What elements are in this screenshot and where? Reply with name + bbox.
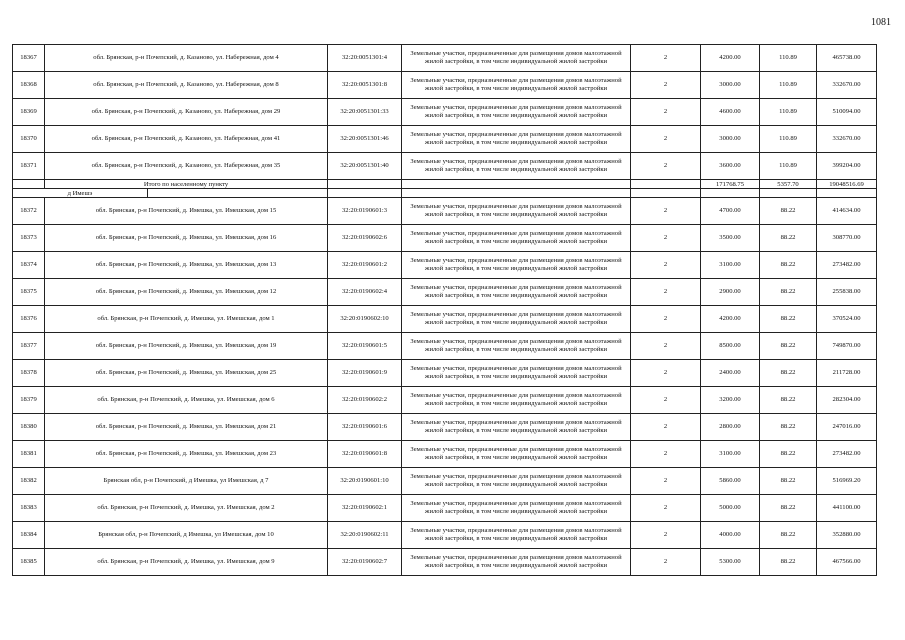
specific-value: 110.89 <box>760 153 817 180</box>
land-area: 4000.00 <box>701 522 760 549</box>
empty-cell <box>760 189 817 198</box>
row-number: 18375 <box>13 279 45 306</box>
address-cell: Брянская обл, р-н Почепский, д Имешка, ул Имешская, дом 10 <box>45 522 328 549</box>
page-number: 1081 <box>871 17 891 28</box>
cadastral-number: 32:20:0051301:46 <box>328 126 402 153</box>
cadastral-number: 32:20:0051301:4 <box>328 45 402 72</box>
land-area: 4700.00 <box>701 198 760 225</box>
row-number: 18373 <box>13 225 45 252</box>
specific-value: 88.22 <box>760 414 817 441</box>
row-number: 18376 <box>13 306 45 333</box>
cadastral-value: 255838.00 <box>817 279 877 306</box>
land-category: Земельные участки, предназначенные для размещения домов малоэтажной жилой застройки, в том числе индивидуальной жилой застройки <box>402 126 631 153</box>
table-row <box>13 252 877 279</box>
land-area: 4200.00 <box>701 45 760 72</box>
address-cell: обл. Брянская, р-н Почепский, д. Имешка, ул. Имешская, дом 12 <box>45 279 328 306</box>
cadastral-number: 32:20:0190602:4 <box>328 279 402 306</box>
table-row <box>13 126 877 153</box>
address-cell: обл. Брянская, р-н Почепский, д. Имешка, ул. Имешская, дом 2 <box>45 495 328 522</box>
land-area: 4600.00 <box>701 99 760 126</box>
land-area: 5860.00 <box>701 468 760 495</box>
zone-group: 2 <box>631 441 701 468</box>
row-number: 18371 <box>13 153 45 180</box>
land-category: Земельные участки, предназначенные для размещения домов малоэтажной жилой застройки, в том числе индивидуальной жилой застройки <box>402 522 631 549</box>
cadastral-number: 32:20:0051301:40 <box>328 153 402 180</box>
land-category: Земельные участки, предназначенные для размещения домов малоэтажной жилой застройки, в том числе индивидуальной жилой застройки <box>402 441 631 468</box>
zone-group: 2 <box>631 468 701 495</box>
row-number: 18381 <box>13 441 45 468</box>
zone-group: 2 <box>631 414 701 441</box>
land-area: 3500.00 <box>701 225 760 252</box>
table-row <box>13 198 877 225</box>
address-cell: обл. Брянская, р-н Почепский, д. Имешка, ул. Имешская, дом 23 <box>45 441 328 468</box>
specific-value: 88.22 <box>760 252 817 279</box>
empty-cell <box>148 189 328 198</box>
zone-group: 2 <box>631 360 701 387</box>
land-registry-table <box>12 44 877 576</box>
table-row <box>13 441 877 468</box>
empty-cell <box>402 189 631 198</box>
locality-name: д Имешэ <box>13 189 148 198</box>
cadastral-value: 749870.00 <box>817 333 877 360</box>
empty-cell <box>13 180 45 189</box>
table-row <box>13 414 877 441</box>
table-row <box>13 387 877 414</box>
address-cell: обл. Брянская, р-н Почепский, д. Имешка, ул. Имешская, дом 16 <box>45 225 328 252</box>
land-category: Земельные участки, предназначенные для размещения домов малоэтажной жилой застройки, в том числе индивидуальной жилой застройки <box>402 279 631 306</box>
address-cell: обл. Брянская, р-н Почепский, д. Имешка, ул. Имешская, дом 9 <box>45 549 328 576</box>
row-number: 18383 <box>13 495 45 522</box>
land-area: 3100.00 <box>701 441 760 468</box>
cadastral-number: 32:20:0190601:5 <box>328 333 402 360</box>
specific-value: 88.22 <box>760 225 817 252</box>
cadastral-number: 32:20:0190601:10 <box>328 468 402 495</box>
cadastral-number: 32:20:0190601:6 <box>328 414 402 441</box>
cadastral-value: 370524.00 <box>817 306 877 333</box>
subtotal-rate: 5357.70 <box>760 180 817 189</box>
specific-value: 88.22 <box>760 387 817 414</box>
cadastral-number: 32:20:0051301:33 <box>328 99 402 126</box>
land-area: 2900.00 <box>701 279 760 306</box>
land-area: 2800.00 <box>701 414 760 441</box>
table-row <box>13 72 877 99</box>
empty-cell <box>631 189 701 198</box>
subtotal-label: Итого по населенному пункту <box>45 180 328 189</box>
zone-group: 2 <box>631 333 701 360</box>
specific-value: 88.22 <box>760 333 817 360</box>
cadastral-number: 32:20:0190602:7 <box>328 549 402 576</box>
address-cell: обл. Брянская, р-н Почепский, д. Казаново, ул. Набережная, дом 35 <box>45 153 328 180</box>
subtotal-area: 171768.75 <box>701 180 760 189</box>
specific-value: 88.22 <box>760 495 817 522</box>
cadastral-number: 32:20:0190601:3 <box>328 198 402 225</box>
land-area: 2400.00 <box>701 360 760 387</box>
land-area: 5300.00 <box>701 549 760 576</box>
cadastral-value: 332670.00 <box>817 72 877 99</box>
zone-group: 2 <box>631 99 701 126</box>
table-row <box>13 225 877 252</box>
zone-group: 2 <box>631 306 701 333</box>
land-category: Земельные участки, предназначенные для размещения домов малоэтажной жилой застройки, в том числе индивидуальной жилой застройки <box>402 45 631 72</box>
table-row <box>13 279 877 306</box>
cadastral-value: 441100.00 <box>817 495 877 522</box>
empty-cell <box>631 180 701 189</box>
row-number: 18369 <box>13 99 45 126</box>
cadastral-value: 414634.00 <box>817 198 877 225</box>
row-number: 18378 <box>13 360 45 387</box>
address-cell: обл. Брянская, р-н Почепский, д. Имешка, ул. Имешская, дом 1 <box>45 306 328 333</box>
zone-group: 2 <box>631 252 701 279</box>
empty-cell <box>328 189 402 198</box>
cadastral-number: 32:20:0051301:8 <box>328 72 402 99</box>
row-number: 18368 <box>13 72 45 99</box>
cadastral-value: 282304.00 <box>817 387 877 414</box>
table-row <box>13 522 877 549</box>
specific-value: 110.89 <box>760 45 817 72</box>
land-category: Земельные участки, предназначенные для размещения домов малоэтажной жилой застройки, в том числе индивидуальной жилой застройки <box>402 414 631 441</box>
empty-cell <box>817 189 877 198</box>
zone-group: 2 <box>631 126 701 153</box>
address-cell: обл. Брянская, р-н Почепский, д. Казаново, ул. Набережная, дом 29 <box>45 99 328 126</box>
land-category: Земельные участки, предназначенные для размещения домов малоэтажной жилой застройки, в том числе индивидуальной жилой застройки <box>402 333 631 360</box>
land-area: 3000.00 <box>701 126 760 153</box>
address-cell: обл. Брянская, р-н Почепский, д. Имешка, ул. Имешская, дом 25 <box>45 360 328 387</box>
empty-cell <box>701 189 760 198</box>
land-category: Земельные участки, предназначенные для размещения домов малоэтажной жилой застройки, в том числе индивидуальной жилой застройки <box>402 360 631 387</box>
land-category: Земельные участки, предназначенные для размещения домов малоэтажной жилой застройки, в том числе индивидуальной жилой застройки <box>402 225 631 252</box>
cadastral-number: 32:20:0190601:9 <box>328 360 402 387</box>
specific-value: 88.22 <box>760 198 817 225</box>
land-category: Земельные участки, предназначенные для размещения домов малоэтажной жилой застройки, в том числе индивидуальной жилой застройки <box>402 99 631 126</box>
cadastral-value: 247016.00 <box>817 414 877 441</box>
row-number: 18370 <box>13 126 45 153</box>
table-row <box>13 306 877 333</box>
specific-value: 88.22 <box>760 279 817 306</box>
land-area: 8500.00 <box>701 333 760 360</box>
address-cell: Брянская обл, р-н Почепский, д Имешка, ул Имешская, д 7 <box>45 468 328 495</box>
cadastral-value: 516969.20 <box>817 468 877 495</box>
address-cell: обл. Брянская, р-н Почепский, д. Казаново, ул. Набережная, дом 4 <box>45 45 328 72</box>
cadastral-value: 308770.00 <box>817 225 877 252</box>
address-cell: обл. Брянская, р-н Почепский, д. Казаново, ул. Набережная, дом 41 <box>45 126 328 153</box>
row-number: 18382 <box>13 468 45 495</box>
specific-value: 88.22 <box>760 441 817 468</box>
cadastral-number: 32:20:0190602:11 <box>328 522 402 549</box>
empty-cell <box>328 180 402 189</box>
zone-group: 2 <box>631 522 701 549</box>
address-cell: обл. Брянская, р-н Почепский, д. Имешка, ул. Имешская, дом 21 <box>45 414 328 441</box>
cadastral-number: 32:20:0190602:1 <box>328 495 402 522</box>
cadastral-value: 510094.00 <box>817 99 877 126</box>
land-area: 4200.00 <box>701 306 760 333</box>
cadastral-value: 399204.00 <box>817 153 877 180</box>
specific-value: 110.89 <box>760 72 817 99</box>
address-cell: обл. Брянская, р-н Почепский, д. Казаново, ул. Набережная, дом 8 <box>45 72 328 99</box>
cadastral-value: 332670.00 <box>817 126 877 153</box>
locality-row <box>13 189 877 198</box>
row-number: 18385 <box>13 549 45 576</box>
land-area: 3200.00 <box>701 387 760 414</box>
cadastral-value: 465738.00 <box>817 45 877 72</box>
table-body <box>13 45 877 576</box>
address-cell: обл. Брянская, р-н Почепский, д. Имешка, ул. Имешская, дом 6 <box>45 387 328 414</box>
empty-cell <box>402 180 631 189</box>
cadastral-number: 32:20:0190601:8 <box>328 441 402 468</box>
table-row <box>13 549 877 576</box>
land-category: Земельные участки, предназначенные для размещения домов малоэтажной жилой застройки, в том числе индивидуальной жилой застройки <box>402 153 631 180</box>
cadastral-value: 273482.00 <box>817 252 877 279</box>
land-category: Земельные участки, предназначенные для размещения домов малоэтажной жилой застройки, в том числе индивидуальной жилой застройки <box>402 549 631 576</box>
table-row <box>13 495 877 522</box>
subtotal-row <box>13 180 877 189</box>
row-number: 18372 <box>13 198 45 225</box>
cadastral-value: 352880.00 <box>817 522 877 549</box>
table-row <box>13 360 877 387</box>
cadastral-value: 273482.00 <box>817 441 877 468</box>
cadastral-number: 32:20:0190602:10 <box>328 306 402 333</box>
row-number: 18384 <box>13 522 45 549</box>
cadastral-number: 32:20:0190601:2 <box>328 252 402 279</box>
land-area: 3000.00 <box>701 72 760 99</box>
row-number: 18379 <box>13 387 45 414</box>
zone-group: 2 <box>631 279 701 306</box>
zone-group: 2 <box>631 225 701 252</box>
address-cell: обл. Брянская, р-н Почепский, д. Имешка, ул. Имешская, дом 19 <box>45 333 328 360</box>
land-category: Земельные участки, предназначенные для размещения домов малоэтажной жилой застройки, в том числе индивидуальной жилой застройки <box>402 72 631 99</box>
cadastral-value: 467566.00 <box>817 549 877 576</box>
zone-group: 2 <box>631 495 701 522</box>
zone-group: 2 <box>631 387 701 414</box>
land-category: Земельные участки, предназначенные для размещения домов малоэтажной жилой застройки, в том числе индивидуальной жилой застройки <box>402 495 631 522</box>
zone-group: 2 <box>631 72 701 99</box>
table-row <box>13 45 877 72</box>
land-area: 3600.00 <box>701 153 760 180</box>
zone-group: 2 <box>631 45 701 72</box>
specific-value: 110.89 <box>760 99 817 126</box>
row-number: 18380 <box>13 414 45 441</box>
subtotal-value: 19048516.69 <box>817 180 877 189</box>
specific-value: 88.22 <box>760 360 817 387</box>
land-area: 5000.00 <box>701 495 760 522</box>
address-cell: обл. Брянская, р-н Почепский, д. Имешка, ул. Имешская, дом 15 <box>45 198 328 225</box>
table-row <box>13 333 877 360</box>
land-category: Земельные участки, предназначенные для размещения домов малоэтажной жилой застройки, в том числе индивидуальной жилой застройки <box>402 198 631 225</box>
land-category: Земельные участки, предназначенные для размещения домов малоэтажной жилой застройки, в том числе индивидуальной жилой застройки <box>402 252 631 279</box>
table-row <box>13 468 877 495</box>
table-row <box>13 153 877 180</box>
land-area: 3100.00 <box>701 252 760 279</box>
land-category: Земельные участки, предназначенные для размещения домов малоэтажной жилой застройки, в том числе индивидуальной жилой застройки <box>402 387 631 414</box>
specific-value: 88.22 <box>760 522 817 549</box>
specific-value: 88.22 <box>760 306 817 333</box>
zone-group: 2 <box>631 153 701 180</box>
specific-value: 110.89 <box>760 126 817 153</box>
cadastral-value: 211728.00 <box>817 360 877 387</box>
specific-value: 88.22 <box>760 468 817 495</box>
table-row <box>13 99 877 126</box>
specific-value: 88.22 <box>760 549 817 576</box>
land-category: Земельные участки, предназначенные для размещения домов малоэтажной жилой застройки, в том числе индивидуальной жилой застройки <box>402 468 631 495</box>
row-number: 18374 <box>13 252 45 279</box>
row-number: 18377 <box>13 333 45 360</box>
zone-group: 2 <box>631 549 701 576</box>
land-category: Земельные участки, предназначенные для размещения домов малоэтажной жилой застройки, в том числе индивидуальной жилой застройки <box>402 306 631 333</box>
zone-group: 2 <box>631 198 701 225</box>
cadastral-number: 32:20:0190602:6 <box>328 225 402 252</box>
cadastral-number: 32:20:0190602:2 <box>328 387 402 414</box>
row-number: 18367 <box>13 45 45 72</box>
address-cell: обл. Брянская, р-н Почепский, д. Имешка, ул. Имешская, дом 13 <box>45 252 328 279</box>
